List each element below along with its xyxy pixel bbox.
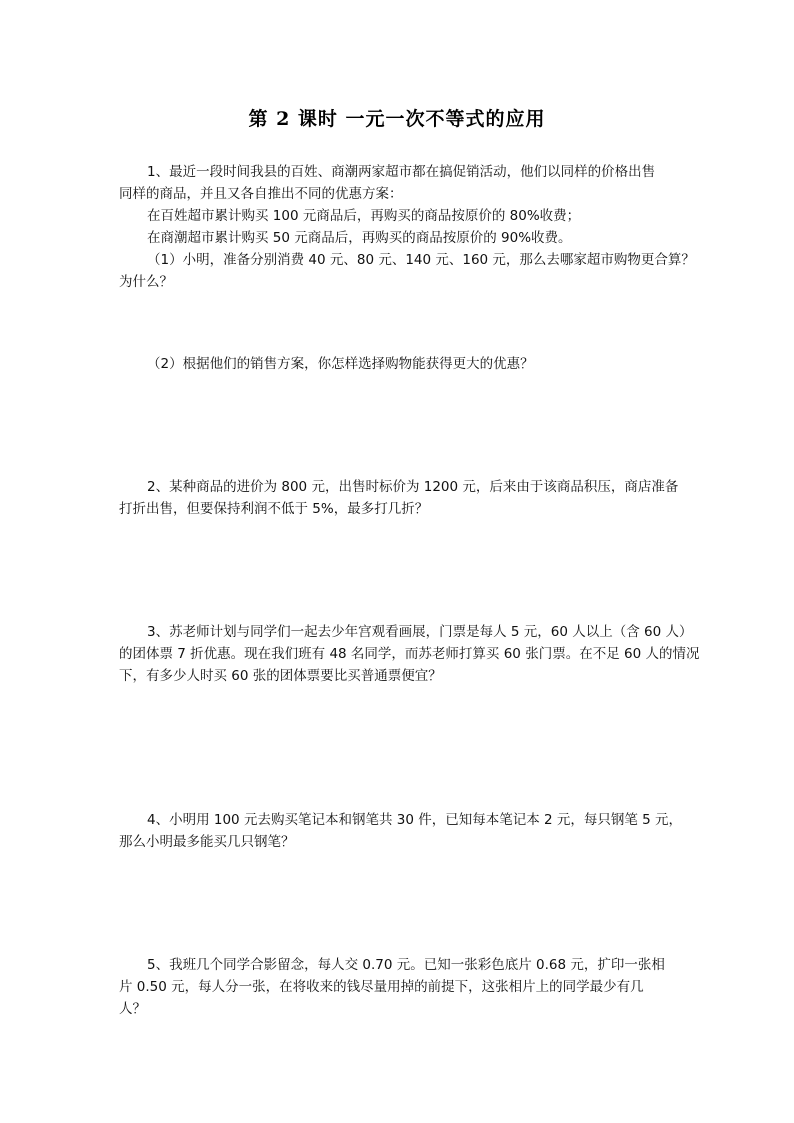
question-1-part-1: （1）小明，准备分别消费 40 元、80 元、140 元、160 元，那么去哪家超市购物更合算？ [147,252,695,268]
question-2-line-2: 打折出售，但要保持利润不低于 5%，最多打几折？ [119,501,429,517]
question-1-line-2: 同样的商品，并且又各自推出不同的优惠方案： [119,186,403,202]
question-1-part-1-cont: 为什么？ [119,274,173,290]
question-4 [119,809,684,853]
question-1-part-2-text: （2）根据他们的销售方案，你怎样选择购物能获得更大的优惠？ [147,356,534,372]
question-4-line-2: 那么小明最多能买几只钢笔？ [119,834,295,850]
question-1-line-3: 在百姓超市累计购买 100 元商品后，再购买的商品按原价的 80%收费； [147,208,581,224]
question-1-part-2 [119,353,684,375]
question-3 [119,621,700,687]
question-3-line-3: 下，有多少人时买 60 张的团体票要比买普通票便宜？ [119,668,442,684]
question-1-line-1: 1、最近一段时间我县的百姓、商潮两家超市都在搞促销活动，他们以同样的价格出售 [147,164,656,180]
question-2-line-1: 2、某种商品的进价为 800 元，出售时标价为 1200 元，后来由于该商品积压，商店准备 [147,479,679,495]
question-5-line-2: 片 0.50 元，每人分一张，在将收来的钱尽量用掉的前提下，这张相片上的同学最少有几 [119,979,644,995]
question-5-line-3: 人？ [119,1001,146,1017]
question-3-line-1: 3、苏老师计划与同学们一起去少年宫观看画展，门票是每人 5 元，60 人以上（含 60 人） [147,624,693,640]
question-3-line-2: 的团体票 7 折优惠。现在我们班有 48 名同学，而苏老师打算买 60 张门票。在不足 60 人的情况 [119,646,700,662]
page-title: 第 2 课时 一元一次不等式的应用 [248,108,546,130]
question-1 [119,161,695,293]
question-5 [119,954,684,1020]
question-4-line-1: 4、小明用 100 元去购买笔记本和钢笔共 30 件，已知每本笔记本 2 元，每只钢笔 5 元， [147,812,683,828]
question-5-line-1: 5、我班几个同学合影留念，每人交 0.70 元。已知一张彩色底片 0.68 元，扩印一张相 [147,957,665,973]
question-2 [119,476,684,520]
question-1-line-4: 在商潮超市累计购买 50 元商品后，再购买的商品按原价的 90%收费。 [147,230,572,246]
